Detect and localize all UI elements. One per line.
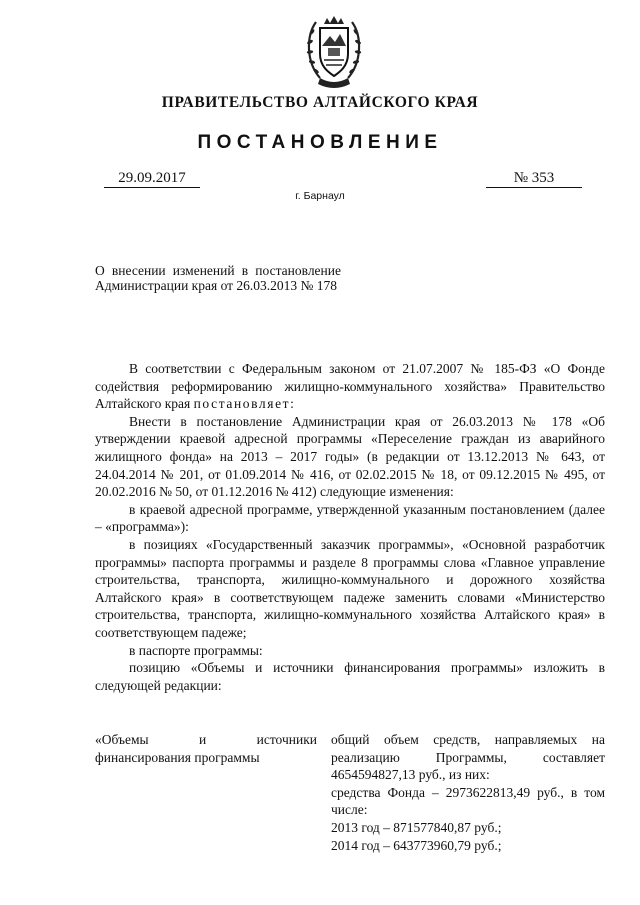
funding-table-label: «Объемы и источники финансирования программы <box>95 732 317 765</box>
paragraph-1 <box>95 360 605 413</box>
document-number: № 353 <box>486 170 582 188</box>
paragraph-2: Внести в постановление Администрации края от 26.03.2013 № 178 «Об утверждении краевой адресной программы «Переселение граждан из аварийного жилищного фонда» на 2013 – 2017 годы» (в редакции от 13.12.2013 № 643, от 24.04.2014 № 201, от 01.09.2014 № 416, от 02.02.2015 № 18, от 09.12.2015 № 495, от 20.02.2016 № 50, от 01.12.2016 № 412) следующие изменения: <box>95 413 605 500</box>
document-subject: О внесении изменений в постановление Администрации края от 26.03.2013 № 178 <box>95 263 341 293</box>
document-body <box>95 360 605 694</box>
resolves-word: постановляет <box>193 396 291 412</box>
paragraph-4: в позициях «Государственный заказчик программы», «Основной разработчик программы» паспорта программы и разделе 8 программы слова «Главное управление строительства, транспорта, жилищно-коммунального и дорожного хозяйства Алтайского края» в соответствующем падеже заменить словами «Министерство строительства, транспорта, жилищно-коммунального хозяйства Алтайского края» в соответствующем падеже; <box>95 536 605 640</box>
paragraph-1-text: В соответствии с Федеральным законом от 21.07.2007 № 185-ФЗ «О Фонде содействия реформированию жилищно-коммунального хозяйства» Правительство Алтайского края <box>95 361 605 412</box>
document-date: 29.09.2017 <box>104 170 200 188</box>
funding-table-values <box>331 731 605 854</box>
funding-total: общий объем средств, направляемых на реализацию Программы, составляет 4654594827,13 руб., из них: <box>331 732 605 783</box>
city: г. Барнаул <box>295 190 345 202</box>
paragraph-5: в паспорте программы: <box>129 642 263 658</box>
funding-year-2013: 2013 год – 871577840,87 руб.; <box>331 819 502 835</box>
paragraph-1-end: : <box>290 396 294 412</box>
paragraph-3: в краевой адресной программе, утвержденной указанным постановлением (далее – «программа»): <box>95 501 605 535</box>
document-type: ПОСТАНОВЛЕНИЕ <box>197 132 443 153</box>
government-name: ПРАВИТЕЛЬСТВО АЛТАЙСКОГО КРАЯ <box>161 94 479 111</box>
funding-year-2014: 2014 год – 643773960,79 руб.; <box>331 837 502 853</box>
altai-coat-of-arms-icon <box>302 14 366 90</box>
paragraph-6: позицию «Объемы и источники финансирования программы» изложить в следующей редакции: <box>95 660 605 693</box>
funding-fund: средства Фонда – 2973622813,49 руб., в том числе: <box>331 784 605 818</box>
